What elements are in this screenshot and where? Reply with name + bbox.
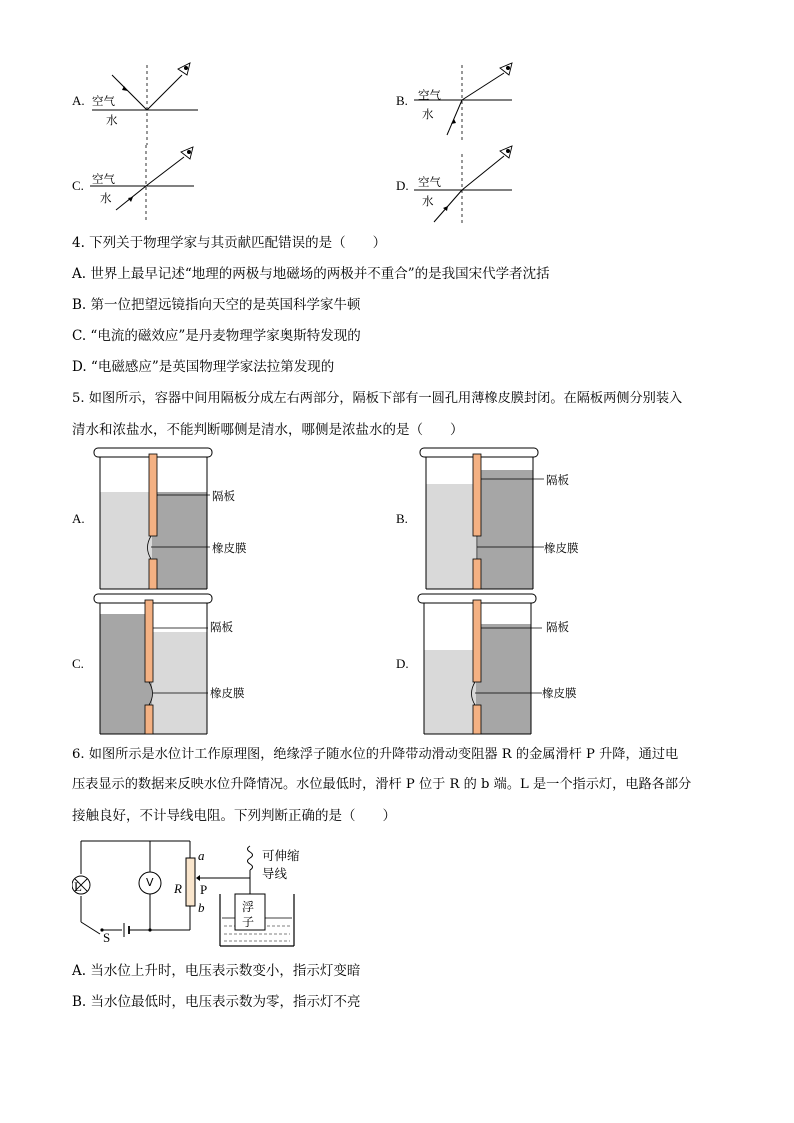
water-label: 水: [100, 191, 112, 205]
option-letter: C.: [72, 178, 84, 193]
q6-stem-line3: 接触良好，不计导线电阻。下列判断正确的是（ ）: [72, 808, 396, 824]
container-diagram: [414, 592, 644, 740]
eye-icon: [500, 63, 512, 75]
float-label-1: 浮: [242, 900, 255, 914]
q4-option-c: C. “电流的磁效应”是丹麦物理学家奥斯特发现的: [72, 328, 361, 344]
slider-label: P: [200, 882, 208, 897]
end-a-label: a: [198, 848, 205, 863]
option-letter: A.: [72, 93, 85, 108]
container-diagram: [416, 446, 646, 594]
water-label: 水: [422, 194, 434, 208]
resistor-icon: [186, 858, 195, 906]
option-letter: C.: [72, 656, 84, 671]
eye-icon: [500, 146, 512, 158]
option-letter: B.: [396, 93, 408, 108]
air-label: 空气: [92, 94, 115, 108]
membrane-label: 橡皮膜: [544, 541, 579, 555]
q4-option-b: B. 第一位把望远镜指向天空的是英国科学家牛顿: [72, 297, 361, 313]
lamp-label: L: [74, 879, 82, 894]
float-label-2: 子: [242, 915, 255, 929]
eye-icon: [181, 147, 193, 159]
refraction-diagram: [412, 55, 532, 145]
option-letter: B.: [396, 511, 408, 526]
option-letter: D.: [396, 178, 409, 193]
switch-label: S: [103, 930, 111, 945]
q4-option-d: D. “电磁感应”是英国物理学家法拉第发现的: [72, 359, 335, 375]
q6-option-b: B. 当水位最低时，电压表示数为零，指示灯不亮: [72, 994, 361, 1010]
q6-option-a: A. 当水位上升时，电压表示数变小，指示灯变暗: [72, 963, 361, 979]
container-diagram: [90, 592, 320, 740]
partition-label: 隔板: [546, 620, 569, 634]
container-diagram: [90, 446, 320, 594]
q5-stem-line1: 5. 如图所示，容器中间用隔板分成左右两部分，隔板下部有一圆孔用薄橡皮膜封闭。在隔板两侧分别装入: [72, 391, 683, 406]
q4-stem: 4. 下列关于物理学家与其贡献匹配错误的是（ ）: [72, 235, 387, 251]
partition-label: 隔板: [546, 473, 569, 487]
membrane-label: 橡皮膜: [212, 541, 247, 555]
membrane-label: 橡皮膜: [542, 686, 577, 700]
membrane-label: 橡皮膜: [210, 686, 245, 700]
air-label: 空气: [418, 88, 441, 102]
air-label: 空气: [418, 175, 441, 189]
q6-stem-line2: 压表显示的数据来反映水位升降情况。水位最低时，滑杆 P 位于 R 的 b 端。L 是一个指示灯，电路各部分: [72, 777, 692, 792]
end-b-label: b: [198, 900, 205, 915]
q4-option-a: A. 世界上最早记述“地理的两极与地磁场的两极并不重合”的是我国宋代学者沈括: [72, 266, 550, 282]
option-letter: A.: [72, 511, 85, 526]
air-label: 空气: [92, 172, 115, 186]
q6-stem-line1: 6. 如图所示是水位计工作原理图，绝缘浮子随水位的升降带动滑动变阻器 R 的金属滑杆 P 升降，通过电: [72, 747, 679, 762]
partition-label: 隔板: [212, 489, 235, 503]
q5-stem-line2: 清水和浓盐水，不能判断哪侧是清水，哪侧是浓盐水的是（ ）: [72, 422, 464, 438]
water-label: 水: [106, 113, 118, 127]
refraction-diagram: [412, 140, 532, 230]
option-letter: D.: [396, 656, 409, 671]
resistor-label: R: [174, 881, 182, 896]
voltmeter-label: V: [146, 876, 154, 889]
wire-label-2: 导线: [262, 866, 288, 881]
refraction-diagram: [90, 55, 210, 145]
eye-icon: [178, 63, 190, 75]
refraction-diagram: [88, 140, 208, 230]
water-label: 水: [422, 107, 434, 121]
partition-label: 隔板: [210, 620, 233, 634]
wire-label-1: 可伸缩: [262, 848, 300, 863]
